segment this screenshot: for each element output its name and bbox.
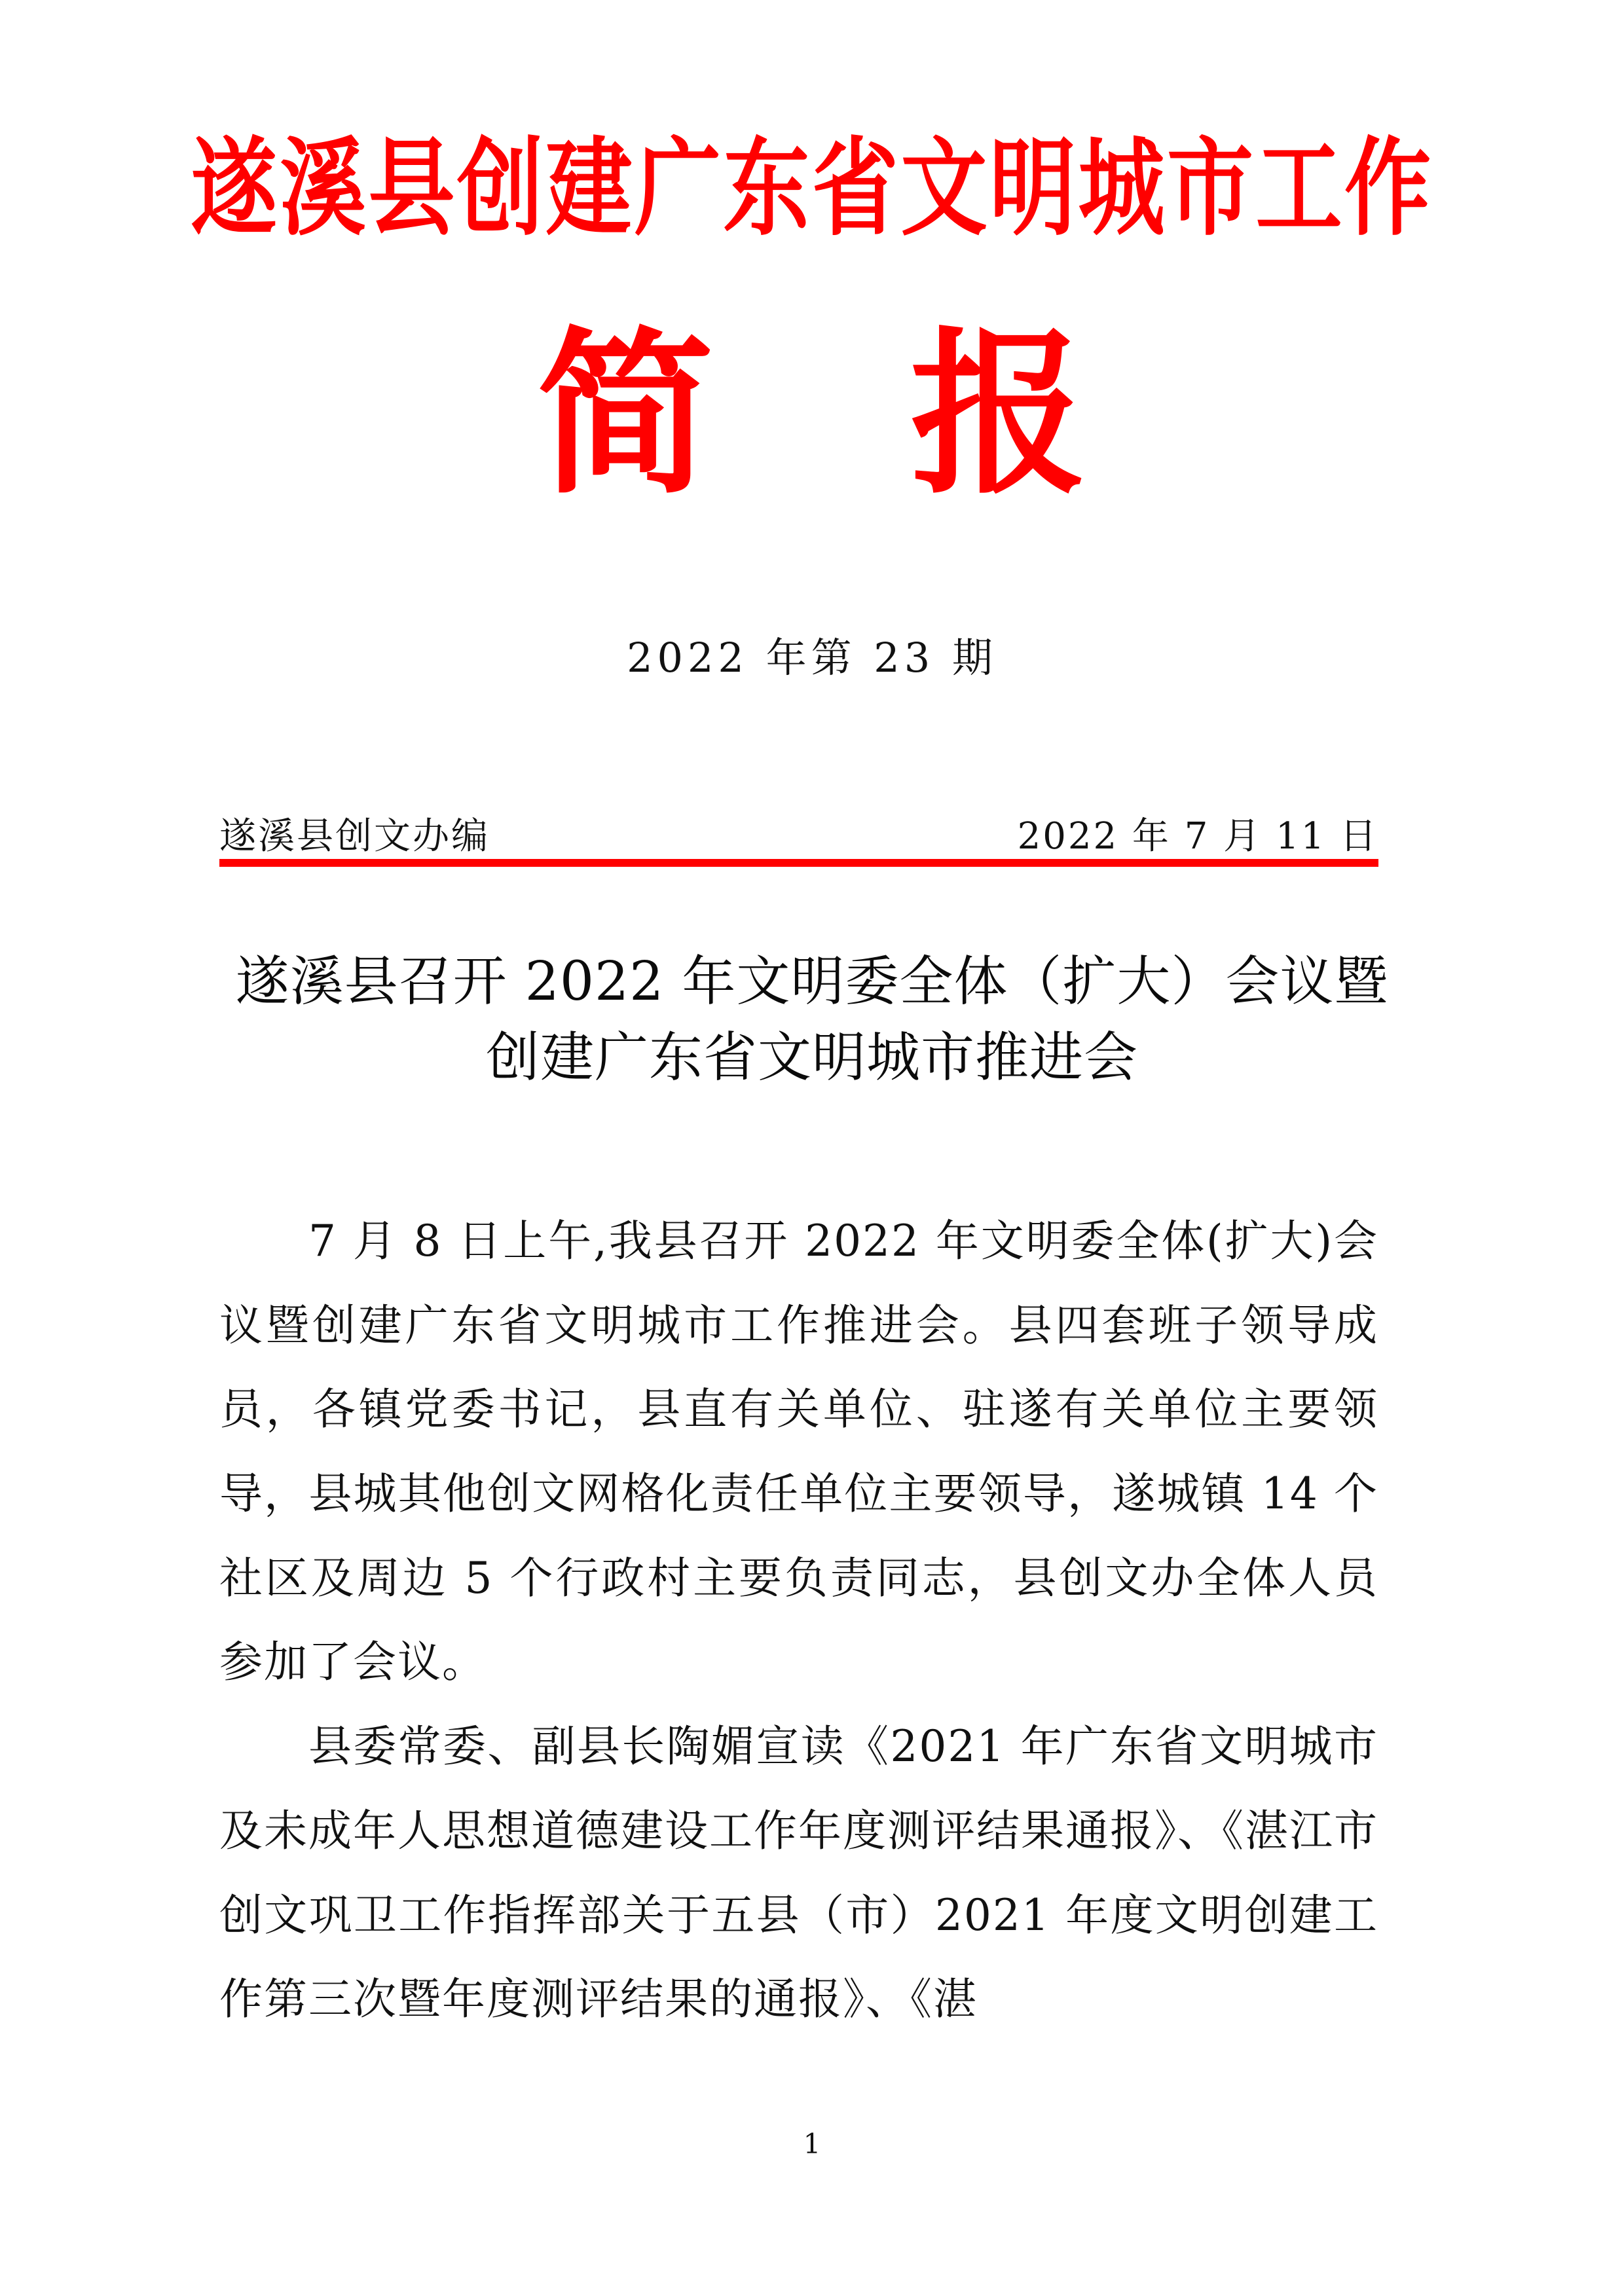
masthead-organization-line: 遂溪县创建广东省文明城市工作 (191, 127, 1433, 251)
article-body (219, 1199, 1378, 2042)
publication-name-char-1: 简 (537, 310, 714, 518)
imprint-date: 2022 年 7 月 11 日 (1017, 815, 1378, 858)
article-headline-line-2: 创建广东省文明城市推进会 (485, 1027, 1138, 1089)
article-headline (196, 944, 1428, 1097)
article-headline-line-1: 遂溪县召开 2022 年文明委全体（扩大）会议暨 (235, 951, 1389, 1013)
masthead-publication-name (0, 295, 1624, 534)
imprint-row (219, 797, 1378, 858)
article-paragraph: 县委常委、副县长陶媚宣读《2021 年广东省文明城市及未成年人思想道德建设工作年度测评结果通报》、《湛江市创文巩卫工作指挥部关于五县（市）2021 年度文明创建工作第三次暨年度测评结果的通报》、《湛 (219, 1721, 1378, 2025)
issue-number-line: 2022 年第 23 期 (627, 634, 997, 682)
masthead-divider-rule (219, 859, 1378, 867)
publication-name-char-2: 报 (910, 310, 1087, 518)
article-paragraph: 7 月 8 日上午,我县召开 2022 年文明委全体(扩大)会议暨创建广东省文明城市工作推进会。县四套班子领导成员，各镇党委书记，县直有关单位、驻遂有关单位主要领导，县城其他创文网格化责任单位主要领导，遂城镇 14 个社区及周边 5 个行政村主要负责同志，县创文办全体人员参加了会议。 (219, 1216, 1378, 1688)
page-number: 1 (803, 2128, 821, 2160)
imprint-editor: 遂溪县创文办编 (219, 815, 490, 858)
